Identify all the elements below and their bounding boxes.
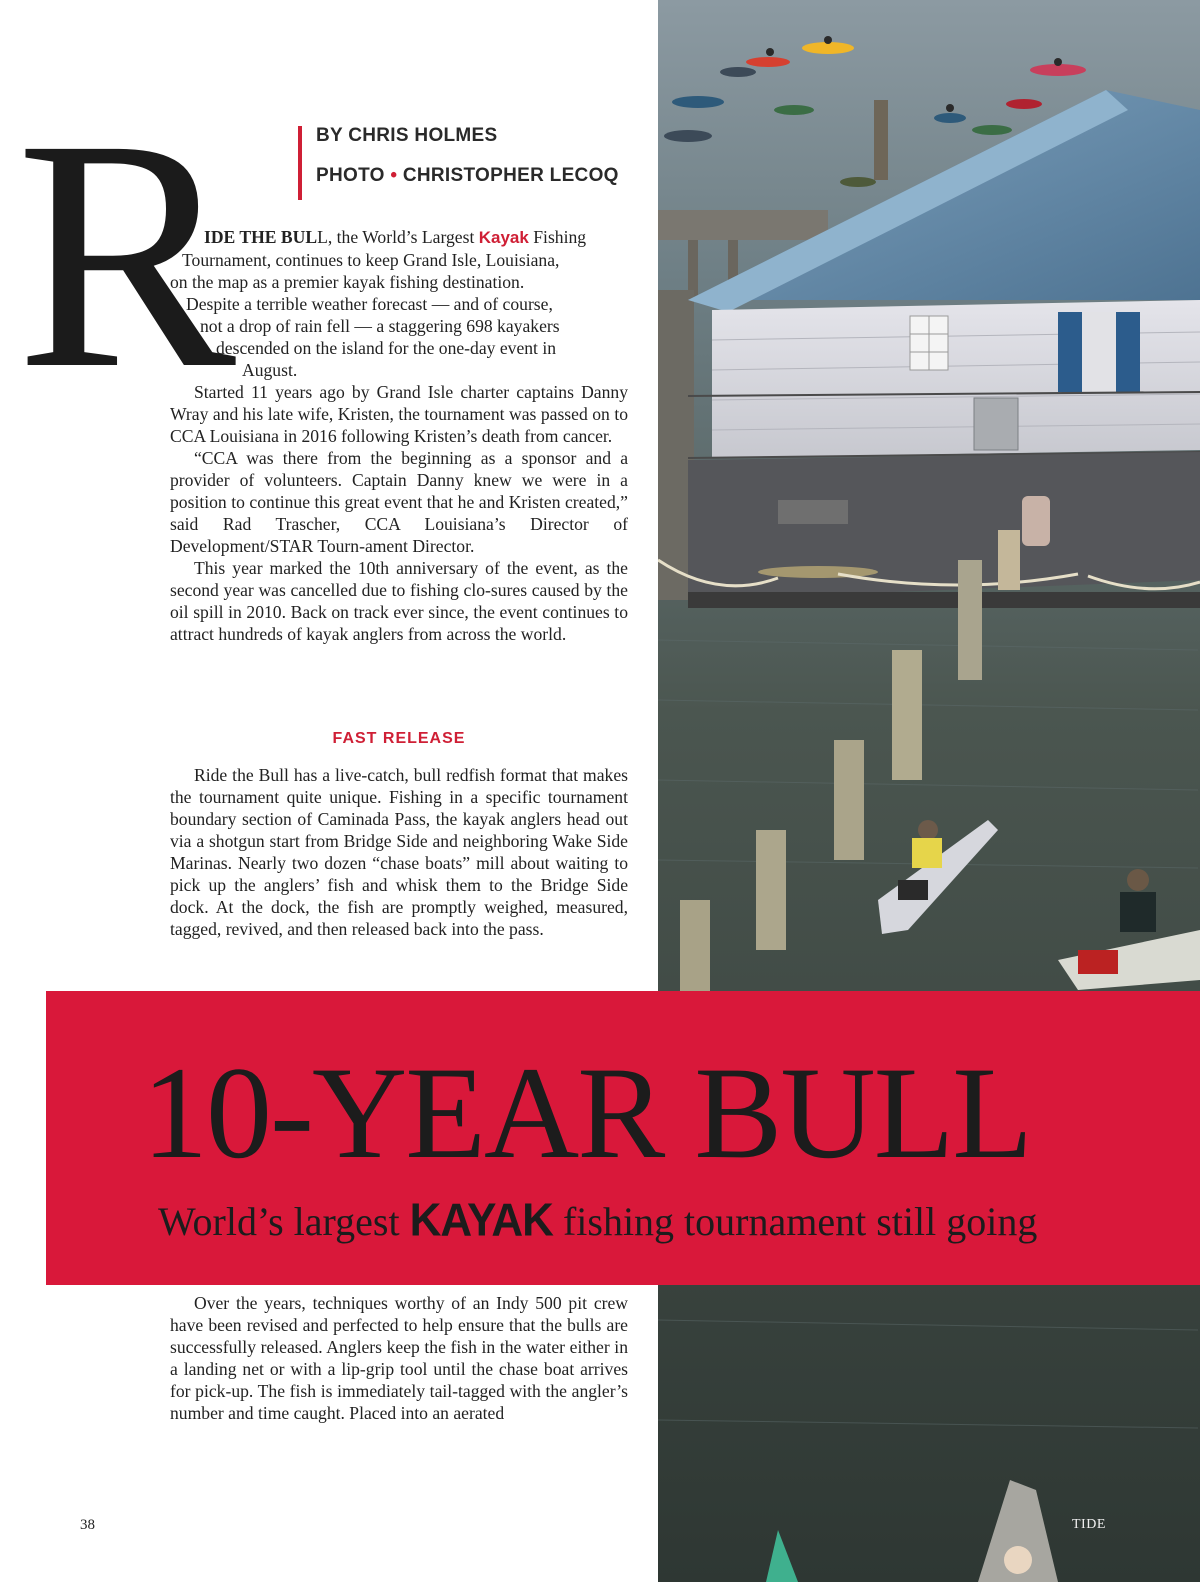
intro-text: Fishing [533,227,587,247]
kayak-wordmark: KAYAK [409,1194,553,1247]
intro-text: L, the World’s Largest [317,227,475,247]
magazine-name: TIDE [1072,1517,1106,1532]
deck [158,1194,1038,1247]
paragraph: Over the years, techniques worthy of an Indy 500 pit crew have been revised and perfected to help ensure that the bulls are successfully released. Anglers keep the fish in the water either in a landing net or with a lip-grip tool until the chase boat arrives for pick-up. The fish is immediately tail-tagged with the angler’s number and time caught. Placed into an aerated [170,1293,628,1423]
photographer-name: CHRISTOPHER LECOQ [402,165,619,186]
article-intro [170,226,628,645]
intro-line-5: not a drop of rain fell — a staggering 698 kayakers [200,316,560,336]
intro-line-2: Tournament, continues to keep Grand Isle, Louisiana, [182,250,560,270]
intro-line-1 [170,226,628,249]
lead-in-caps: IDE THE BUL [204,227,318,247]
kayak-boathouse-photo [658,0,1200,1582]
photo-label: PHOTO [316,165,385,186]
byline [298,126,619,200]
intro-line-4: Despite a terrible weather forecast — and of course, [186,294,553,314]
paragraph: “CCA was there from the beginning as a sponsor and a provider of volunteers. Captain Danny knew we were in a position to continue this great event that he and Kristen created,” said Rad Trascher, CCA Louisiana’s Director of Development/STAR Tourn-ament Director. [170,448,628,556]
headline-banner [46,991,1200,1285]
deck-text-after: fishing tournament still going [562,1199,1038,1244]
article-body-bottom [170,1292,628,1424]
separator-dot: • [390,165,398,186]
kayak-wordmark-inline: Kayak [478,228,529,247]
intro-line-6: descended on the island for the one-day event in [216,338,557,358]
photo-illustration [658,0,1200,1582]
deck-text-before: World’s largest [158,1199,400,1244]
intro-line-3: on the map as a premier kayak fishing destination. [170,272,525,292]
page-number: 38 [80,1517,95,1533]
author-credit: BY CHRIS HOLMES [316,125,498,146]
paragraph: Ride the Bull has a live-catch, bull redfish format that makes the tournament quite unique. Fishing in a specific tournament boundary section of Caminada Pass, the kayak anglers head out via a shotgun start from Bridge Side and neighboring Wake Side Marinas. Nearly two dozen “chase boats” mill about waiting to pick up the anglers’ fish and whisk them to the Bridge Side dock. At the dock, the fish are promptly weighed, measured, tagged, revived, and then released back into the pass. [170,765,628,939]
paragraph: Started 11 years ago by Grand Isle charter captains Danny Wray and his late wife, Kristen, the tournament was passed on to CCA Louisiana in 2016 following Kristen’s death from cancer. [170,382,628,446]
intro-line-7: August. [242,360,298,380]
headline: 10-YEAR BULL [142,1039,1031,1186]
section-subhead: FAST RELEASE [332,730,466,747]
paragraph: This year marked the 10th anniversary of the event, as the second year was cancelled due to fishing clo-sures caused by the oil spill in 2010. Back on track ever since, the event continues to attract hundreds of kayak anglers from across the world. [170,558,628,644]
drop-cap: R [16,72,237,437]
article-body-middle [170,764,628,940]
photo-credit [316,166,619,186]
